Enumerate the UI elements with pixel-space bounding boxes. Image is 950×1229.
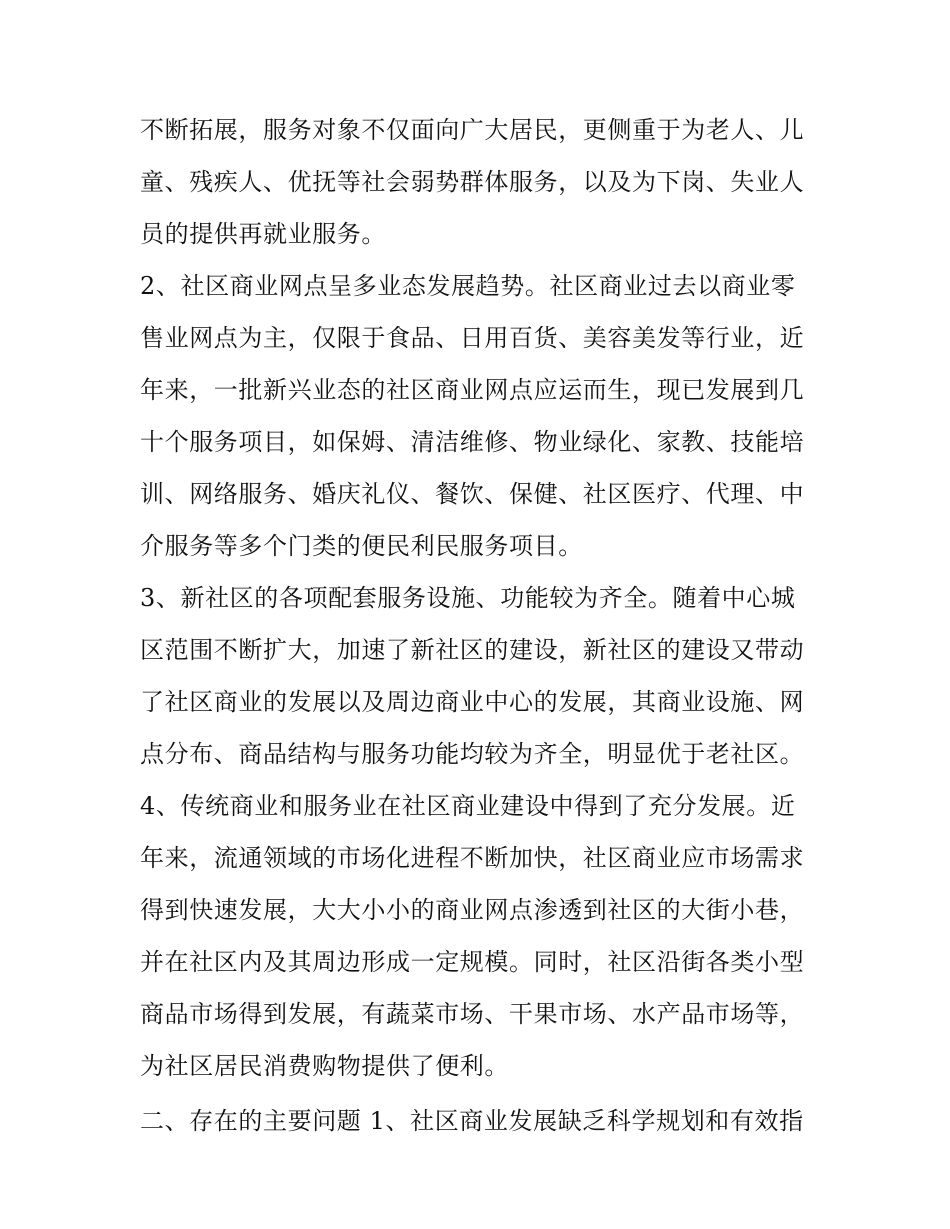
text-line: 了社区商业的发展以及周边商业中心的发展，其商业设施、网	[140, 688, 805, 716]
text-line: 售业网点为主，仅限于食品、日用百货、美容美发等行业，近	[140, 324, 805, 352]
text-line: 为社区居民消费购物提供了便利。	[140, 1052, 509, 1080]
text-line: 商品市场得到发展，有蔬菜市场、干果市场、水产品市场等，	[140, 1000, 805, 1028]
text-line: 点分布、商品结构与服务功能均较为齐全，明显优于老社区。	[140, 740, 805, 768]
text-line: 二、存在的主要问题 1、社区商业发展缺乏科学规划和有效指	[140, 1107, 804, 1135]
text-line: 年来，一批新兴业态的社区商业网点应运而生，现已发展到几	[140, 376, 805, 404]
text-line: 区范围不断扩大，加速了新社区的建设，新社区的建设又带动	[140, 636, 805, 664]
text-line: 训、网络服务、婚庆礼仪、餐饮、保健、社区医疗、代理、中	[140, 480, 805, 508]
text-line: 不断拓展，服务对象不仅面向广大居民，更侧重于为老人、儿	[140, 116, 805, 144]
text-line: 3、新社区的各项配套服务设施、功能较为齐全。随着中心城	[140, 584, 796, 612]
text-line: 介服务等多个门类的便民利民服务项目。	[140, 532, 583, 560]
text-line: 十个服务项目，如保姆、清洁维修、物业绿化、家教、技能培	[140, 428, 805, 456]
text-line: 员的提供再就业服务。	[140, 220, 386, 248]
text-line: 童、残疾人、优抚等社会弱势群体服务，以及为下岗、失业人	[140, 168, 805, 196]
text-line: 并在社区内及其周边形成一定规模。同时，社区沿街各类小型	[140, 948, 805, 976]
text-line: 4、传统商业和服务业在社区商业建设中得到了充分发展。近	[140, 792, 796, 820]
text-line: 2、社区商业网点呈多业态发展趋势。社区商业过去以商业零	[140, 272, 796, 300]
text-line: 年来，流通领域的市场化进程不断加快，社区商业应市场需求	[140, 844, 805, 872]
text-line: 得到快速发展，大大小小的商业网点渗透到社区的大街小巷，	[140, 896, 805, 924]
